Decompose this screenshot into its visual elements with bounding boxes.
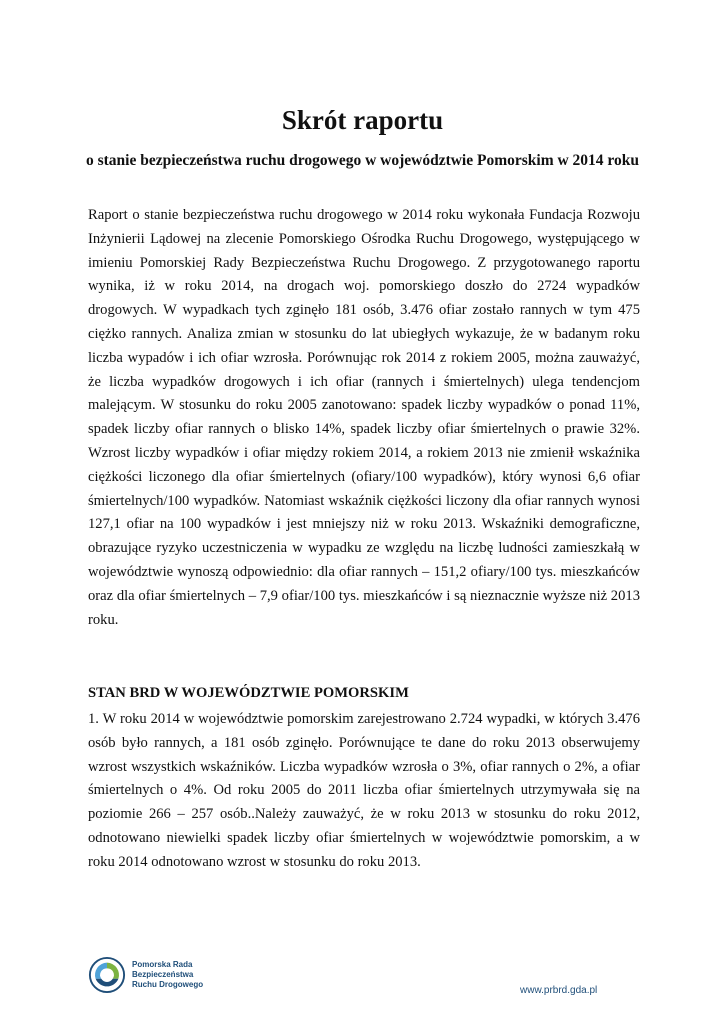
footer-logo — [88, 955, 203, 995]
logo-text — [132, 960, 203, 990]
logo-line-3: Ruchu Drogowego — [132, 980, 204, 989]
logo-line-2: Bezpieczeństwa — [132, 970, 194, 979]
section-heading: STAN BRD W WOJEWÓDZTWIE POMORSKIM — [88, 685, 409, 701]
section-paragraph: 1. W roku 2014 w województwie pomorskim zarejestrowano 2.724 wypadki, w których 3.476 osób było rannych, a 181 osób zginęło. Porównujące te dane do roku 2013 obserwujemy wzrost wszystkich wskaźników. Liczba wypadków wzrosła o 3%, ofiar rannych o 2%, a ofiar śmiertelnych o 4%. Od roku 2005 do 2011 liczba ofiar śmiertelnych utrzymywała się na poziomie 266 – 257 osób..Należy zauważyć, że w roku 2013 w stosunku do roku 2012, odnotowano niewielki spadek liczby ofiar śmiertelnych w województwie pomorskim, a w roku 2014 odnotowano wzrost w stosunku do roku 2013. — [88, 711, 640, 870]
logo-line-1: Pomorska Rada — [132, 960, 193, 969]
page-title: Skrót raportu — [281, 105, 444, 135]
intro-paragraph: Raport o stanie bezpieczeństwa ruchu drogowego w 2014 roku wykonała Fundacja Rozwoju Inżynierii Lądowej na zlecenie Pomorskiego Ośrodka Ruchu Drogowego, występującego w imieniu Pomorskiej Rady Bezpieczeństwa Ruchu Drogowego. Z przygotowanego raportu wynika, iż w roku 2014, na drogach woj. pomorskiego doszło do 2724 wypadków drogowych. W wypadkach tych zginęło 181 osób, 3.476 ofiar zostało rannych w tym 475 ciężko rannych. Analiza zmian w stosunku do lat ubiegłych wykazuje, że w badanym roku liczba wypadów i ich ofiar wzrosła. Porównując rok 2014 z rokiem 2005, można zauważyć, że liczba wypadków drogowych i ich ofiar (rannych i śmiertelnych) ulega tendencjom malejącym. W stosunku do roku 2005 zanotowano: spadek liczby wypadków o ponad 11%, spadek liczby ofiar rannych o blisko 14%, spadek liczby ofiar śmiertelnych o prawie 32%. Wzrost liczby wypadków i ofiar między rokiem 2014, a rokiem 2013 nie zmienił wskaźnika ciężkości liczonego dla ofiar śmiertelnych (ofiary/100 wypadków), który wynosi 6,6 ofiar śmiertelnych/100 wypadków. Natomiast wskaźnik ciężkości liczony dla ofiar rannych wynosi 127,1 ofiar na 100 wypadków i jest mniejszy niż w roku 2013. Wskaźniki demograficzne, obrazujące ryzyko uczestniczenia w wypadku ze względu na liczbę ludności zamieszkałą w województwie wynoszą odpowiednio: dla ofiar rannych – 151,2 ofiary/100 tys. mieszkańców oraz dla ofiar śmiertelnych – 7,9 ofiar/100 tys. mieszkańców i są nieznacznie wyższe niż 2013 roku. — [88, 207, 640, 628]
footer-url-link[interactable]: www.prbrd.gda.pl — [520, 985, 598, 996]
page-subtitle: o stanie bezpieczeństwa ruchu drogowego w województwie Pomorskim w 2014 roku — [85, 152, 640, 169]
prbrd-logo-icon — [88, 956, 126, 994]
